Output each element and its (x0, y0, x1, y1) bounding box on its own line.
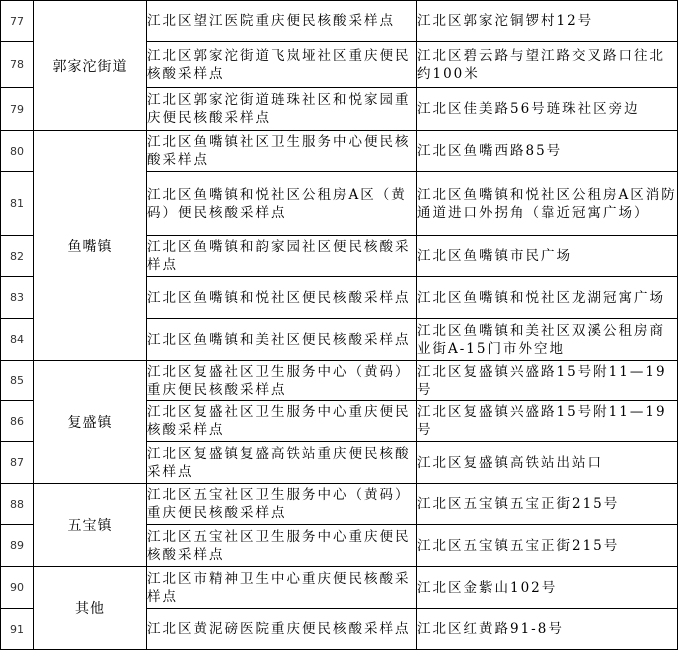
table-row (1, 361, 678, 401)
site-address: 江北区五宝镇五宝正街215号 (417, 484, 678, 525)
site-address: 江北区五宝镇五宝正街215号 (417, 525, 678, 567)
group-label: 鱼嘴镇 (34, 131, 147, 361)
table-row (1, 567, 678, 609)
site-address: 江北区复盛镇兴盛路15号附11—19号 (417, 401, 678, 442)
row-number: 80 (1, 131, 34, 172)
row-number: 87 (1, 442, 34, 484)
site-name: 江北区郭家沱街道琏珠社区和悦家园重庆便民核酸采样点 (147, 88, 417, 131)
row-number: 79 (1, 88, 34, 131)
site-address: 江北区鱼嘴西路85号 (417, 131, 678, 172)
row-number: 83 (1, 277, 34, 319)
site-name: 江北区鱼嘴镇社区卫生服务中心便民核酸采样点 (147, 131, 417, 172)
site-name: 江北区五宝社区卫生服务中心重庆便民核酸采样点 (147, 525, 417, 567)
site-name: 江北区市精神卫生中心重庆便民核酸采样点 (147, 567, 417, 609)
site-address: 江北区红黄路91-8号 (417, 609, 678, 650)
site-name: 江北区鱼嘴镇和美社区便民核酸采样点 (147, 319, 417, 361)
site-address: 江北区鱼嘴镇和悦社区龙湖冠寓广场 (417, 277, 678, 319)
site-name: 江北区鱼嘴镇和悦社区公租房A区（黄码）便民核酸采样点 (147, 172, 417, 236)
site-name: 江北区五宝社区卫生服务中心（黄码）重庆便民核酸采样点 (147, 484, 417, 525)
row-number: 78 (1, 42, 34, 88)
site-name: 江北区复盛社区卫生服务中心（黄码）重庆便民核酸采样点 (147, 361, 417, 401)
site-address: 江北区佳美路56号琏珠社区旁边 (417, 88, 678, 131)
table-row (1, 484, 678, 525)
site-address: 江北区鱼嘴镇和美社区双溪公租房商业街A-15门市外空地 (417, 319, 678, 361)
site-name: 江北区鱼嘴镇和悦社区便民核酸采样点 (147, 277, 417, 319)
site-name: 江北区鱼嘴镇和韵家园社区便民核酸采样点 (147, 236, 417, 277)
row-number: 85 (1, 361, 34, 401)
table-row (1, 131, 678, 172)
site-address: 江北区金紫山102号 (417, 567, 678, 609)
site-name: 江北区复盛社区卫生服务中心重庆便民核酸采样点 (147, 401, 417, 442)
site-address: 江北区复盛镇高铁站出站口 (417, 442, 678, 484)
row-number: 90 (1, 567, 34, 609)
row-number: 88 (1, 484, 34, 525)
site-name: 江北区郭家沱街道飞岚垭社区重庆便民核酸采样点 (147, 42, 417, 88)
row-number: 86 (1, 401, 34, 442)
site-address: 江北区碧云路与望江路交叉路口往北约100米 (417, 42, 678, 88)
group-label: 其他 (34, 567, 147, 650)
row-number: 91 (1, 609, 34, 650)
site-name: 江北区望江医院重庆便民核酸采样点 (147, 1, 417, 42)
row-number: 81 (1, 172, 34, 236)
group-label: 郭家沱街道 (34, 1, 147, 131)
site-address: 江北区复盛镇兴盛路15号附11—19号 (417, 361, 678, 401)
site-address: 江北区鱼嘴镇市民广场 (417, 236, 678, 277)
site-name: 江北区复盛镇复盛高铁站重庆便民核酸采样点 (147, 442, 417, 484)
row-number: 84 (1, 319, 34, 361)
site-address: 江北区郭家沱铜锣村12号 (417, 1, 678, 42)
group-label: 复盛镇 (34, 361, 147, 484)
row-number: 89 (1, 525, 34, 567)
table-row (1, 1, 678, 42)
group-label: 五宝镇 (34, 484, 147, 567)
site-name: 江北区黄泥磅医院重庆便民核酸采样点 (147, 609, 417, 650)
row-number: 82 (1, 236, 34, 277)
site-address: 江北区鱼嘴镇和悦社区公租房A区消防通道进口外拐角（靠近冠寓广场） (417, 172, 678, 236)
row-number: 77 (1, 1, 34, 42)
